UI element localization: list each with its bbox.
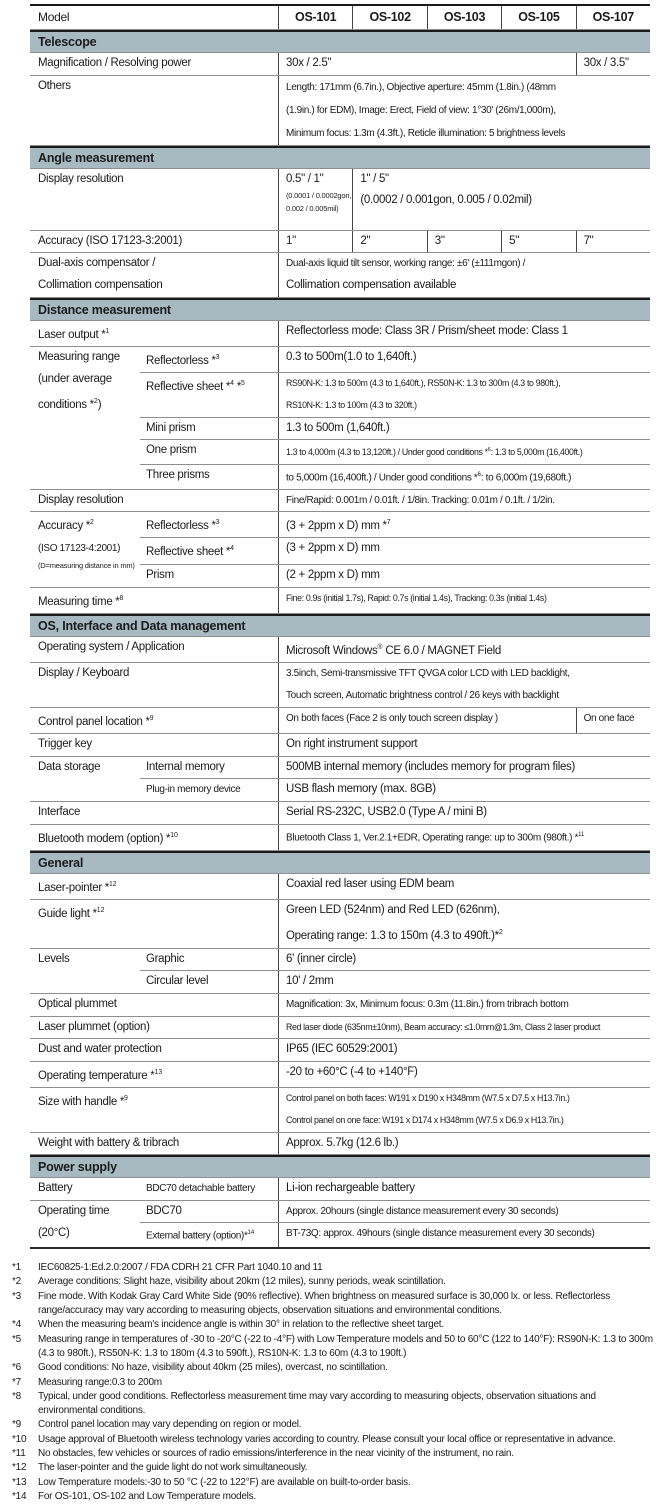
row-label: Guide light *$^{12}$ <box>38 907 105 921</box>
text-line: Control panel on one face: W191 x D174 x H348mm (W7.5 x D6.9 x H13.7in.) <box>286 1115 564 1126</box>
text-line: RS90N-K: 1.3 to 500m (4.3 to 1,640ft.), RS50N-K: 1.3 to 300m (4.3 to 980ft.), <box>286 378 561 389</box>
subrow-plugin-memory <box>140 779 650 801</box>
row-angle-display-resolution <box>30 169 650 231</box>
subrow-one-prism <box>140 440 650 464</box>
row-operating-temp <box>30 1062 650 1088</box>
footnote-marker: *14 <box>12 1490 27 1502</box>
row-value: Magnification: 3x, Minimum focus: 0.3m (11.8in.) from tribrach bottom <box>278 994 650 1016</box>
accuracy-os103: 3" <box>427 231 501 253</box>
row-others <box>30 76 650 146</box>
subrow-label: Reflective sheet *$^4$ <box>146 545 234 559</box>
footnote-text: Typical, under good conditions. Reflectorless measurement time may vary according to measuring objects, observation situations and environmental conditions. <box>38 1390 596 1417</box>
row-laser-output <box>30 321 650 347</box>
spec-table <box>30 4 650 1249</box>
subrow-value: BT-73Q: approx. 49hours (single distance measurement every 30 seconds) <box>278 1223 650 1247</box>
subrow-value: Approx. 20hours (single distance measurement every 30 seconds) <box>278 1201 650 1223</box>
subrow-value: (3 + 2ppm x D) mm <box>278 538 650 563</box>
row-operating-system <box>30 637 650 663</box>
text-line: Dual-axis liquid tilt sensor, working range: ±6' (±111mgon) / <box>286 258 526 269</box>
row-label: Others <box>38 79 71 92</box>
row-label: Optical plummet <box>38 998 117 1011</box>
cell-os101 <box>278 169 352 230</box>
row-guide-light <box>30 900 650 948</box>
row-label: Magnification / Resolving power <box>38 57 192 69</box>
text-line: (under average <box>38 372 112 385</box>
section-header-general: General <box>30 851 650 874</box>
row-label: Interface <box>38 806 81 819</box>
footnote-marker: *3 <box>12 1290 21 1302</box>
row-label: Laser plummet (option) <box>38 1020 150 1033</box>
row-label: Operating temperature *$^{13}$ <box>38 1068 163 1082</box>
row-label: Control panel location *$^9$ <box>38 715 154 728</box>
text-line: (0.0001 / 0.0002gon, <box>286 191 352 201</box>
footnote <box>12 1361 657 1375</box>
accuracy-os107: 7" <box>576 231 650 253</box>
row-value: Approx. 5.7kg (12.6 lb.) <box>278 1133 650 1155</box>
footnote-text: When the measuring beam's incidence angle is within 30° in relation to the reflective sheet target. <box>38 1319 444 1331</box>
footnote-marker: *5 <box>12 1333 21 1345</box>
row-value: On both faces (Face 2 is only touch screen display ) <box>278 708 576 733</box>
row-label: Operating system / Application <box>38 641 185 654</box>
row-laser-pointer <box>30 874 650 900</box>
subrow-value: 10' / 2mm <box>278 971 650 993</box>
subrow-label: Reflective sheet *$^4$ *$^5$ <box>146 380 245 394</box>
text-line: Length: 171mm (6.7in.), Objective aperture: 45mm (1.8in.) (48mm <box>286 81 556 93</box>
footnote-marker: *11 <box>12 1448 26 1460</box>
footnote <box>12 1461 657 1475</box>
subrow-value: (2 + 2ppm x D) mm <box>278 565 650 587</box>
text-line: Operating time <box>38 1204 110 1217</box>
text-line: (ISO 17123-4:2001) <box>38 542 121 554</box>
footnote <box>12 1275 657 1289</box>
footnote-text: The laser-pointer and the guide light do not work simultaneously. <box>38 1462 308 1474</box>
row-measuring-time <box>30 588 650 614</box>
row-value: Bluetooth Class 1, Ver.2.1+EDR, Operating range: up to 300m (980ft.) *$^{11}$ <box>278 825 650 850</box>
model-header-row <box>30 6 650 30</box>
cell-os102-107 <box>352 169 650 230</box>
subrow-label: Reflectorless *$^3$ <box>146 519 220 532</box>
text-line: Green LED (524nm) and Red LED (626nm), <box>286 904 500 917</box>
section-header-distance: Distance measurement <box>30 298 650 321</box>
text-line: Collimation compensation available <box>286 278 457 291</box>
text-line: (1.9in.) for EDM), Image: Erect, Field of view: 1°30' (26m/1,000m), <box>286 104 556 116</box>
row-value <box>278 663 650 707</box>
footnote-marker: *10 <box>12 1433 27 1445</box>
row-data-storage-group <box>30 757 650 803</box>
subrows <box>140 949 650 994</box>
row-display-keyboard <box>30 663 650 708</box>
footnote-text: IEC60825-1:Ed.2.0:2007 / FDA CDRH 21 CFR Part 1040.10 and 11 <box>38 1262 323 1274</box>
footnote-text: No obstacles, few vehicles or sources of radio emissions/interference in the near vicinity of the instrument, no rain. <box>38 1448 514 1460</box>
footnote-text: Fine mode. With Kodak Gray Card White Side (90% reflective). When brightness on measured surface is 30,000 lx. or less. Reflectorless range/accuracy may vary according to measuring objects, observation situations and environmental conditions. <box>38 1290 611 1317</box>
subrow-accuracy-reflectorless <box>140 512 650 538</box>
footnote-text: For OS-101, OS-102 and Low Temperature models. <box>38 1490 256 1502</box>
row-value: Reflectorless mode: Class 3R / Prism/sheet mode: Class 1 <box>278 321 650 346</box>
group-label <box>30 1201 140 1247</box>
row-dust-water <box>30 1039 650 1062</box>
subrow-value <box>278 373 650 417</box>
subrow-accuracy-reflective-sheet <box>140 538 650 564</box>
footnote <box>12 1433 657 1447</box>
row-bluetooth <box>30 825 650 851</box>
row-sub-label: BDC70 detachable battery <box>146 1183 255 1195</box>
subrow-value: 1.3 to 500m (1,640ft.) <box>278 418 650 440</box>
footnote <box>12 1318 657 1332</box>
row-angle-accuracy <box>30 231 650 254</box>
text-line: Minimum focus: 1.3m (4.3ft.), Reticle illumination: 5 brightness levels <box>286 127 566 139</box>
row-size-with-handle <box>30 1088 650 1133</box>
text-line: RS10N-K: 1.3 to 100m (4.3 to 320ft.) <box>286 400 417 411</box>
row-value: Coaxial red laser using EDM beam <box>278 874 650 899</box>
subrow-value: to 5,000m (16,400ft.) / Under good conditions *$^6$: to 6,000m (19,680ft.) <box>278 465 650 489</box>
subrow-label: Reflectorless *$^3$ <box>146 353 220 367</box>
row-distance-display-resolution <box>30 490 650 513</box>
text-line: (D=measuring distance in mm) <box>38 560 135 570</box>
footnote-text: Good conditions: No haze, visibility about 40km (25 miles), overcast, no scintillation. <box>38 1362 388 1374</box>
row-label: Display / Keyboard <box>38 667 130 680</box>
row-value: Fine/Rapid: 0.001m / 0.01ft. / 1/8in. Tracking: 0.01m / 0.1ft. / 1/2in. <box>278 490 650 512</box>
row-value: Fine: 0.9s (initial 1.7s), Rapid: 0.7s (initial 1.4s), Tracking: 0.3s (initial 1.4s) <box>278 588 650 613</box>
subrow-bdc70 <box>140 1201 650 1224</box>
subrow-value: (3 + 2ppm x D) mm *$^7$ <box>278 512 650 537</box>
subrow-label: Circular level <box>146 975 209 988</box>
row-label: Laser output *$^1$ <box>38 327 110 341</box>
row-label: Laser-pointer *$^{12}$ <box>38 881 117 894</box>
text-line: Operating range: 1.3 to 150m (4.3 to 490ft.)*$^2$ <box>286 929 503 943</box>
footnote <box>12 1447 657 1461</box>
accuracy-os105: 5" <box>501 231 575 253</box>
subrow-internal-memory <box>140 757 650 780</box>
text-line: Accuracy *$^2$ <box>38 519 94 532</box>
row-value <box>278 253 650 297</box>
subrow-label: Plug-in memory device <box>146 784 241 796</box>
subrow-mini-prism <box>140 418 650 441</box>
row-value: -20 to +60°C (-4 to +140°F) <box>278 1062 650 1087</box>
subrow-value: 500MB internal memory (includes memory for program files) <box>278 757 650 779</box>
subrow-value: 6' (inner circle) <box>278 949 650 971</box>
subrow-graphic <box>140 949 650 972</box>
row-value: Red laser diode (635nm±10nm), Beam accuracy: ≤1.0mm@1.3m, Class 2 laser product <box>278 1017 650 1039</box>
row-label: Measuring time *$^8$ <box>38 594 124 608</box>
footnote-text: Usage approval of Bluetooth wireless technology varies according to country. Please consult your local office or representative in advance. <box>38 1433 616 1445</box>
model-label: Model <box>38 10 70 24</box>
row-label: Bluetooth modem (option) *$^{10}$ <box>38 831 178 845</box>
footnotes <box>12 1261 657 1504</box>
footnote-text: Measuring range in temperatures of -30 to -20°C (-22 to -4°F) with Low Temperature models and 50 to 60°C (122 to 140°F): RS90N-K: 1.3 to 300m (4.3 to 980ft.), RS50N-K: 1.3 to 180m (4.3 to 590ft.), RS10N-K: 1.3 to 60m (4.3 to 190ft.) <box>38 1333 653 1359</box>
row-value: On right instrument support <box>278 734 650 756</box>
subrow-reflectorless <box>140 347 650 373</box>
group-label: Levels <box>38 952 70 965</box>
row-laser-plummet <box>30 1017 650 1040</box>
row-label: Dust and water protection <box>38 1043 162 1056</box>
footnote-marker: *2 <box>12 1276 21 1288</box>
subrow-circular-level <box>140 971 650 993</box>
text-line: 3.5inch, Semi-transmissive TFT QVGA color LCD with LED backlight, <box>286 668 570 680</box>
row-trigger-key <box>30 734 650 757</box>
row-battery <box>30 1178 650 1201</box>
row-label: Trigger key <box>38 738 92 751</box>
footnote-marker: *9 <box>12 1419 21 1431</box>
row-compensator <box>30 253 650 298</box>
subrows <box>140 347 650 489</box>
text-line: 0.5" / 1" <box>286 172 324 185</box>
subrow-value: 0.3 to 500m(1.0 to 1,640ft.) <box>278 347 650 372</box>
row-interface <box>30 802 650 825</box>
text-line: (20°C) <box>38 1226 70 1239</box>
row-label: Accuracy (ISO 17123-3:2001) <box>38 234 183 247</box>
text-line: (0.0002 / 0.001gon, 0.005 / 0.02mil) <box>360 194 532 207</box>
group-label <box>30 512 140 587</box>
text-line: Measuring range <box>38 350 120 363</box>
footnote-marker: *13 <box>12 1476 27 1488</box>
footnote-text: Measuring range:0.3 to 200m <box>38 1376 162 1388</box>
group-label: Data storage <box>38 760 101 773</box>
footnote-text: Low Temperature models:-30 to 50 °C (-22 to 122°F) are available on built-to-order basis. <box>38 1476 411 1488</box>
row-value-os107: On one face <box>576 708 650 733</box>
footnote-marker: *4 <box>12 1319 21 1331</box>
section-header-power: Power supply <box>30 1155 650 1178</box>
subrow-label: BDC70 <box>146 1204 182 1217</box>
row-value: Serial RS-232C, USB2.0 (Type A / mini B) <box>278 802 650 824</box>
footnote <box>12 1261 657 1275</box>
row-operating-time-group <box>30 1201 650 1247</box>
footnote-marker: *1 <box>12 1262 21 1274</box>
footnote-marker: *6 <box>12 1362 21 1374</box>
subrows <box>140 512 650 587</box>
subrow-external-battery <box>140 1223 650 1247</box>
model-os-101: OS-101 <box>278 6 352 29</box>
footnote <box>12 1418 657 1432</box>
row-label <box>30 253 278 297</box>
subrow-label: One prism <box>146 444 197 457</box>
section-header-os-interface: OS, Interface and Data management <box>30 614 650 637</box>
row-value <box>278 76 650 145</box>
text-line: 1" / 5" <box>360 172 389 185</box>
footnote <box>12 1290 657 1319</box>
row-label: Display resolution <box>38 172 124 185</box>
model-os-107: OS-107 <box>576 6 650 29</box>
accuracy-os102: 2" <box>352 231 426 253</box>
subrow-label: Mini prism <box>146 421 196 434</box>
row-value <box>278 1088 650 1132</box>
subrows <box>140 757 650 802</box>
footnote-marker: *8 <box>12 1390 21 1402</box>
model-os-105: OS-105 <box>501 6 575 29</box>
footnote-text: Average conditions: Slight haze, visibility about 20km (12 miles), sunny periods, weak scintillation. <box>38 1276 446 1288</box>
text-line: Touch screen, Automatic brightness control / 26 keys with backlight <box>286 690 559 702</box>
row-weight <box>30 1133 650 1156</box>
footnote-text: Control panel location may vary depending on region or model. <box>38 1419 302 1431</box>
model-os-103: OS-103 <box>427 6 501 29</box>
footnote <box>12 1490 657 1504</box>
section-header-telescope: Telescope <box>30 30 650 53</box>
subrow-accuracy-prism <box>140 565 650 587</box>
subrow-label: Three prisms <box>146 468 210 481</box>
group-label <box>30 347 140 489</box>
row-levels-group <box>30 949 650 995</box>
row-distance-accuracy-group <box>30 512 650 588</box>
row-value-os107: 30x / 3.5" <box>576 53 650 75</box>
row-value <box>278 900 650 947</box>
row-value: Microsoft Windows® CE 6.0 / MAGNET Field <box>278 637 650 662</box>
row-label: Display resolution <box>38 493 124 506</box>
subrow-three-prisms <box>140 465 650 489</box>
row-label: Size with handle *$^9$ <box>38 1095 128 1109</box>
subrow-label: Internal memory <box>146 760 225 773</box>
text-line: conditions *$^2$) <box>38 397 102 411</box>
accuracy-os101: 1" <box>278 231 352 253</box>
text-line: Control panel on both faces: W191 x D190 x H348mm (W7.5 x D7.5 x H13.7in.) <box>286 1093 570 1104</box>
section-header-angle: Angle measurement <box>30 146 650 169</box>
row-value: 30x / 2.5" <box>278 53 576 75</box>
row-control-panel <box>30 708 650 734</box>
subrow-value: USB flash memory (max. 8GB) <box>278 779 650 801</box>
row-value: Li-ion rechargeable battery <box>278 1178 650 1200</box>
model-os-102: OS-102 <box>352 6 426 29</box>
footnote <box>12 1376 657 1390</box>
text-line: 0.002 / 0.005mil) <box>286 203 339 213</box>
row-optical-plummet <box>30 994 650 1017</box>
row-magnification <box>30 53 650 76</box>
subrow-label: Prism <box>146 568 174 581</box>
row-measuring-range-group <box>30 347 650 490</box>
row-label: Weight with battery & tribrach <box>38 1136 179 1149</box>
subrows <box>140 1201 650 1247</box>
subrow-label: Graphic <box>146 952 185 965</box>
footnote-marker: *12 <box>12 1462 27 1474</box>
footnote-marker: *7 <box>12 1376 21 1388</box>
footnote <box>12 1476 657 1490</box>
text-line: Collimation compensation <box>38 278 163 291</box>
subrow-reflective-sheet <box>140 373 650 418</box>
row-value: IP65 (IEC 60529:2001) <box>278 1039 650 1061</box>
footnote <box>12 1333 657 1362</box>
subrow-value: 1.3 to 4,000m (4.3 to 13,120ft.) / Under good conditions *$^6$: 1.3 to 5,000m (16,400ft.) <box>278 440 650 463</box>
subrow-label: External battery (option)*$^{14}$ <box>146 1230 255 1242</box>
text-line: Dual-axis compensator / <box>38 257 156 269</box>
footnote <box>12 1390 657 1419</box>
row-label: Battery <box>38 1182 73 1195</box>
